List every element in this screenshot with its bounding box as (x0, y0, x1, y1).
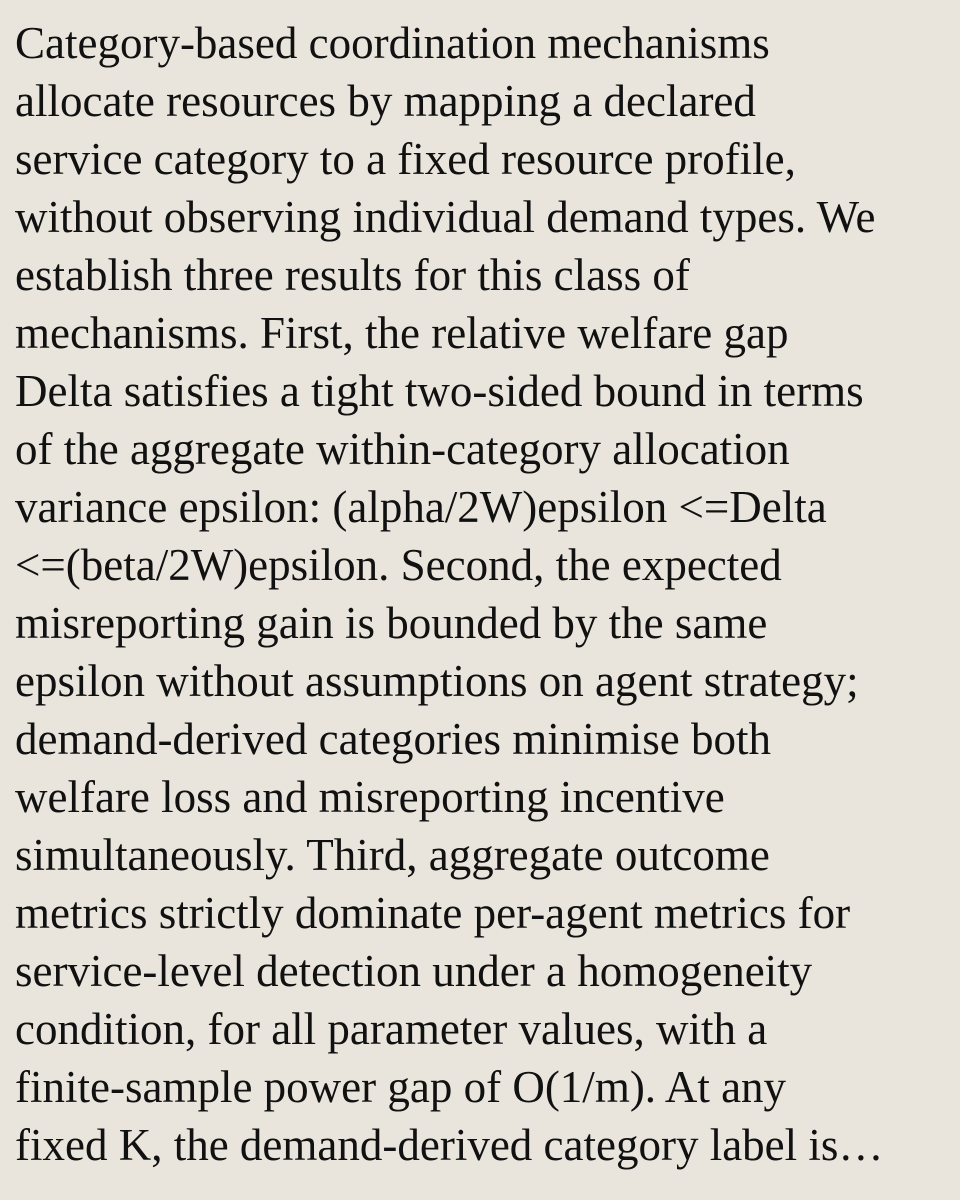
abstract-line: without observing individual demand types. We (15, 192, 876, 242)
abstract-line: misreporting gain is bounded by the same (15, 598, 768, 648)
abstract-line: epsilon without assumptions on agent strategy; (15, 656, 859, 706)
abstract-line: demand-derived categories minimise both (15, 714, 772, 764)
abstract-line: service-level detection under a homogeneity (15, 946, 813, 996)
abstract-text (15, 14, 946, 1174)
abstract-line: Category-based coordination mechanisms (15, 18, 770, 68)
abstract-line: simultaneously. Third, aggregate outcome (15, 830, 770, 880)
abstract-line: service category to a fixed resource profile, (15, 134, 796, 184)
abstract-line: establish three results for this class of (15, 250, 690, 300)
abstract-line: fixed K, the demand-derived category label is… (15, 1120, 884, 1170)
abstract-line: welfare loss and misreporting incentive (15, 772, 725, 822)
abstract-line: metrics strictly dominate per-agent metrics for (15, 888, 851, 938)
abstract-line: finite-sample power gap of O(1/m). At any (15, 1062, 787, 1112)
abstract-line: of the aggregate within-category allocation (15, 424, 790, 474)
abstract-line: <=(beta/2W)epsilon. Second, the expected (15, 540, 782, 590)
abstract-line: condition, for all parameter values, with a (15, 1004, 768, 1054)
abstract-line: Delta satisfies a tight two-sided bound in terms (15, 366, 864, 416)
abstract-line: allocate resources by mapping a declared (15, 76, 756, 126)
abstract-line: variance epsilon: (alpha/2W)epsilon <=Delta (15, 482, 827, 532)
abstract-line: mechanisms. First, the relative welfare gap (15, 308, 789, 358)
